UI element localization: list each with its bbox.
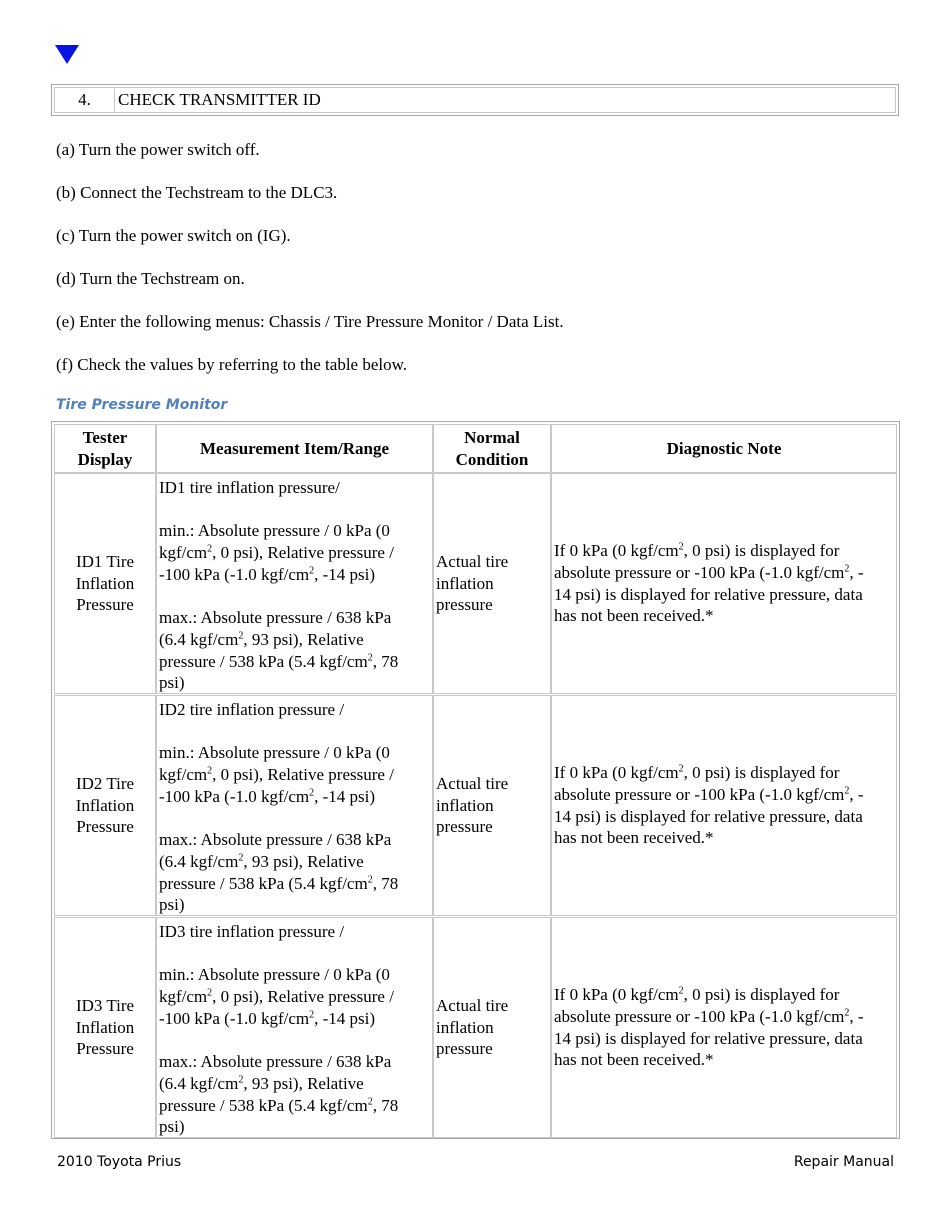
tester-line: ID1 Tire xyxy=(75,551,135,571)
header-diagnostic-note xyxy=(551,424,897,473)
normal-line: Actual tire xyxy=(436,773,509,793)
max-text: , 93 psi), Relative xyxy=(243,1073,364,1093)
max-text: , 93 psi), Relative xyxy=(243,629,364,649)
data-table xyxy=(51,421,900,1139)
footer-manual: Repair Manual xyxy=(793,1154,894,1170)
superscript: 2 xyxy=(844,785,850,797)
header-measurement-text: Measurement Item/Range xyxy=(199,438,389,458)
table-row-tester xyxy=(54,473,156,694)
tester-line: Inflation xyxy=(75,573,135,593)
section-title: Tire Pressure Monitor xyxy=(56,397,228,413)
superscript: 2 xyxy=(678,763,684,775)
step-header xyxy=(51,84,899,116)
max-text: pressure / 538 kPa (5.4 kgf/cm xyxy=(159,651,368,671)
normal-line: pressure xyxy=(436,817,493,837)
note-text: , - xyxy=(849,1006,864,1026)
tester-line: ID3 Tire xyxy=(75,995,135,1015)
min-text: , 0 psi), Relative pressure / xyxy=(212,765,394,785)
superscript: 2 xyxy=(844,563,850,575)
max-text: , 78 xyxy=(372,651,399,671)
instruction-item: (a) Turn the power switch off. xyxy=(56,140,260,159)
table-row-tester xyxy=(54,917,156,1138)
min-text: , -14 psi) xyxy=(314,786,376,806)
instruction-item: (d) Turn the Techstream on. xyxy=(56,269,245,288)
max-text: , 78 xyxy=(372,1095,399,1115)
table-row-measurement xyxy=(156,695,433,916)
min-text: min.: Absolute pressure / 0 kPa (0 xyxy=(159,965,390,985)
header-tester-line1: Tester xyxy=(82,427,128,447)
note-text: , 0 psi) is displayed for xyxy=(683,985,840,1005)
max-text: max.: Absolute pressure / 638 kPa xyxy=(159,830,392,850)
header-tester-display xyxy=(54,424,156,473)
header-measurement xyxy=(156,424,433,473)
superscript: 2 xyxy=(309,1009,315,1021)
instruction-item: (b) Connect the Techstream to the DLC3. xyxy=(56,183,338,202)
superscript: 2 xyxy=(844,1007,850,1019)
min-text: , -14 psi) xyxy=(314,564,376,584)
max-text: pressure / 538 kPa (5.4 kgf/cm xyxy=(159,873,368,893)
instruction-item: (f) Check the values by referring to the table below. xyxy=(56,355,408,374)
table-row-normal xyxy=(433,917,551,1138)
max-text: psi) xyxy=(159,673,185,693)
table-row-note xyxy=(551,917,897,1138)
header-tester-line2: Display xyxy=(77,449,133,469)
max-text: , 78 xyxy=(372,873,399,893)
table-row-tester xyxy=(54,695,156,916)
normal-line: Actual tire xyxy=(436,551,509,571)
header-normal-condition xyxy=(433,424,551,473)
superscript: 2 xyxy=(207,987,213,999)
tester-line: Inflation xyxy=(75,1017,135,1037)
superscript: 2 xyxy=(367,651,373,663)
max-text: (6.4 kgf/cm xyxy=(159,1073,239,1093)
max-text: pressure / 538 kPa (5.4 kgf/cm xyxy=(159,1095,368,1115)
note-text: has not been received.* xyxy=(554,828,714,848)
superscript: 2 xyxy=(238,852,244,864)
note-text: absolute pressure or -100 kPa (-1.0 kgf/cm xyxy=(554,1006,845,1026)
note-text: absolute pressure or -100 kPa (-1.0 kgf/cm xyxy=(554,784,845,804)
max-text: max.: Absolute pressure / 638 kPa xyxy=(159,1052,392,1072)
min-text: kgf/cm xyxy=(159,765,208,785)
max-text: (6.4 kgf/cm xyxy=(159,629,239,649)
note-text: , 0 psi) is displayed for xyxy=(683,763,840,783)
max-text: psi) xyxy=(159,895,185,915)
min-text: kgf/cm xyxy=(159,543,208,563)
table-row-note xyxy=(551,695,897,916)
normal-line: inflation xyxy=(436,1017,494,1037)
superscript: 2 xyxy=(367,1095,373,1107)
step-number: 4. xyxy=(55,88,115,112)
item-name: ID1 tire inflation pressure/ xyxy=(159,478,340,497)
normal-line: Actual tire xyxy=(436,995,509,1015)
min-text: , 0 psi), Relative pressure / xyxy=(212,987,394,1007)
tester-line: Inflation xyxy=(75,795,135,815)
superscript: 2 xyxy=(309,565,315,577)
normal-line: inflation xyxy=(436,795,494,815)
note-text: 14 psi) is displayed for relative pressure, data xyxy=(554,1028,863,1048)
instruction-list xyxy=(56,136,564,394)
min-text: min.: Absolute pressure / 0 kPa (0 xyxy=(159,743,390,763)
superscript: 2 xyxy=(207,543,213,555)
min-text: -100 kPa (-1.0 kgf/cm xyxy=(159,564,310,584)
note-text: has not been received.* xyxy=(554,1050,714,1070)
note-text: If 0 kPa (0 kgf/cm xyxy=(554,763,679,783)
note-text: 14 psi) is displayed for relative pressure, data xyxy=(554,584,863,604)
tester-line: Pressure xyxy=(76,1039,134,1059)
normal-line: pressure xyxy=(436,595,493,615)
note-text: , - xyxy=(849,562,864,582)
superscript: 2 xyxy=(367,873,373,885)
item-name: ID2 tire inflation pressure / xyxy=(159,700,345,719)
table-row-normal xyxy=(433,473,551,694)
max-text: max.: Absolute pressure / 638 kPa xyxy=(159,608,392,628)
max-text: psi) xyxy=(159,1117,185,1137)
header-normal-line2: Condition xyxy=(455,449,529,469)
note-text: 14 psi) is displayed for relative pressure, data xyxy=(554,806,863,826)
footer-vehicle: 2010 Toyota Prius xyxy=(57,1154,182,1170)
header-note-text: Diagnostic Note xyxy=(666,438,782,458)
table-row-measurement xyxy=(156,473,433,694)
header-normal-line1: Normal xyxy=(464,427,520,447)
tester-line: Pressure xyxy=(76,595,134,615)
instruction-item: (c) Turn the power switch on (IG). xyxy=(56,226,291,245)
item-name: ID3 tire inflation pressure / xyxy=(159,922,345,941)
max-text: (6.4 kgf/cm xyxy=(159,851,239,871)
note-text: If 0 kPa (0 kgf/cm xyxy=(554,541,679,561)
note-text: has not been received.* xyxy=(554,606,714,626)
min-text: min.: Absolute pressure / 0 kPa (0 xyxy=(159,521,390,541)
superscript: 2 xyxy=(678,985,684,997)
superscript: 2 xyxy=(678,541,684,553)
note-text: If 0 kPa (0 kgf/cm xyxy=(554,985,679,1005)
table-row-normal xyxy=(433,695,551,916)
note-text: , 0 psi) is displayed for xyxy=(683,541,840,561)
min-text: , -14 psi) xyxy=(314,1008,376,1028)
note-text: absolute pressure or -100 kPa (-1.0 kgf/cm xyxy=(554,562,845,582)
superscript: 2 xyxy=(238,630,244,642)
min-text: kgf/cm xyxy=(159,987,208,1007)
step-title: CHECK TRANSMITTER ID xyxy=(118,90,321,109)
tester-line: Pressure xyxy=(76,817,134,837)
instruction-item: (e) Enter the following menus: Chassis / Tire Pressure Monitor / Data List. xyxy=(56,312,564,331)
min-text: -100 kPa (-1.0 kgf/cm xyxy=(159,786,310,806)
max-text: , 93 psi), Relative xyxy=(243,851,364,871)
down-triangle-icon xyxy=(55,45,79,64)
table-row-measurement xyxy=(156,917,433,1138)
superscript: 2 xyxy=(309,787,315,799)
superscript: 2 xyxy=(207,765,213,777)
min-text: -100 kPa (-1.0 kgf/cm xyxy=(159,1008,310,1028)
note-text: , - xyxy=(849,784,864,804)
table-row-note xyxy=(551,473,897,694)
tester-line: ID2 Tire xyxy=(75,773,135,793)
superscript: 2 xyxy=(238,1074,244,1086)
normal-line: inflation xyxy=(436,573,494,593)
min-text: , 0 psi), Relative pressure / xyxy=(212,543,394,563)
normal-line: pressure xyxy=(436,1039,493,1059)
